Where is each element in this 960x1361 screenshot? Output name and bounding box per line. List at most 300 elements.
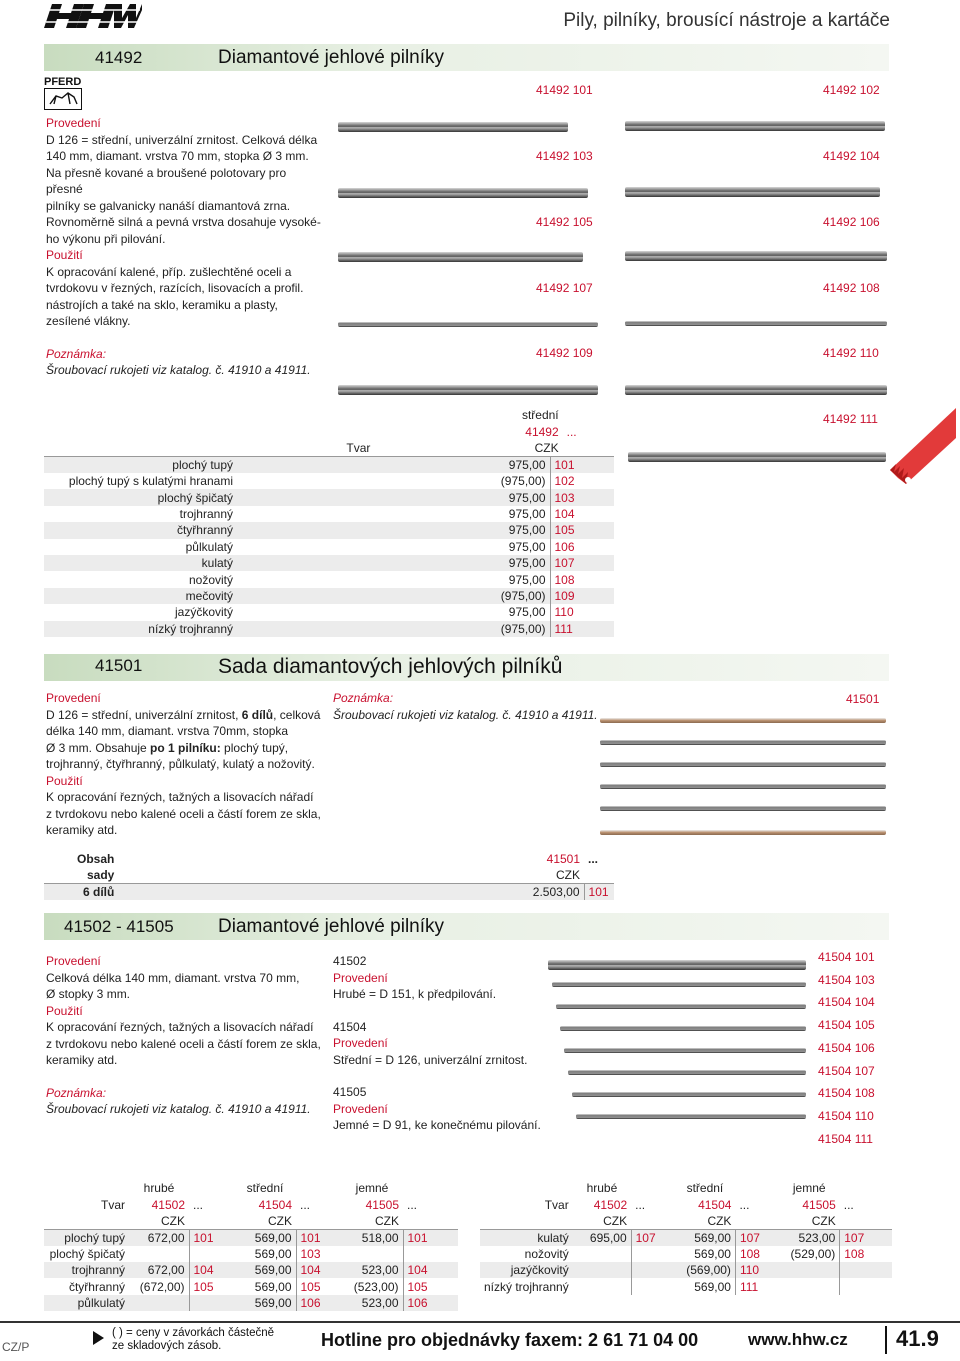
page-number: 41.9 (896, 1326, 939, 1351)
s3-table-left (44, 1180, 458, 1311)
tvar-cell: půlkulatý (44, 1295, 129, 1311)
code-cell: 107 (840, 1229, 892, 1245)
footer-left-tag: CZ/P (2, 1340, 30, 1354)
provedeni-line: Na přesně kované a broušené polotovary pro přesné (46, 165, 287, 196)
tvar-cell: kulatý (480, 1229, 573, 1245)
section-title: Diamantové jehlové pilníky (218, 47, 445, 68)
s3-files-image (548, 948, 808, 1143)
blank (631, 1213, 674, 1229)
provedeni-line: Rovnoměrně silná a pevná vrstva dosahuje vysoké- (46, 215, 321, 229)
blank (631, 1180, 674, 1196)
code-cell: 104 (403, 1262, 458, 1278)
section-number: 41502 - 41505 (64, 917, 174, 936)
code-cell: 108 (550, 571, 614, 587)
s3-table-right-grid (480, 1180, 892, 1295)
code-cell (631, 1278, 674, 1294)
col-head: střední (686, 1181, 724, 1196)
table-row (44, 621, 614, 637)
price-cell: 975,00 (237, 457, 550, 473)
table-row (44, 522, 614, 538)
pouziti-label: Použití (46, 773, 83, 788)
file-image (552, 982, 806, 987)
note-line: ( ) = ceny v závorkách částečně (112, 1327, 275, 1339)
price-cell: (523,00) (353, 1279, 399, 1294)
col-code: 41502 (593, 1197, 628, 1212)
file-set-image (600, 718, 890, 846)
section-number: 41492 (95, 48, 143, 67)
price-cell (573, 1246, 631, 1262)
category-title: Pily, pilníky, brousící nástroje a kartáče (563, 10, 890, 31)
price-cell: 523,00 (341, 1295, 403, 1311)
poznamka-label: Poznámka: (46, 1085, 107, 1100)
price: 2.503,00 (118, 884, 584, 900)
blank (44, 1180, 129, 1196)
price-cell: 672,00 (129, 1262, 189, 1278)
blank (480, 1180, 573, 1196)
file-image (338, 188, 588, 198)
col-head: hrubé (586, 1181, 618, 1196)
code-cell: 103 (296, 1246, 341, 1262)
tvar-cell: plochý špičatý (49, 1246, 125, 1261)
price-cell: 975,00 (237, 555, 550, 571)
product-code: 41492 109 (536, 346, 593, 360)
table-code-row (44, 1196, 458, 1212)
dots: ... (843, 1197, 854, 1212)
price-cell (779, 1278, 840, 1294)
price-cell: (529,00) (790, 1246, 836, 1261)
file-image (564, 1048, 806, 1053)
product-code: 41492 108 (823, 281, 880, 295)
code-cell: 101 (296, 1229, 341, 1245)
price-cell: 523,00 (341, 1262, 403, 1278)
section-number: 41501 (95, 656, 143, 675)
product-code: 41492 111 (823, 412, 878, 426)
tvar-cell: jazýčkovitý (480, 1262, 573, 1278)
s2-note (333, 690, 598, 723)
provedeni-bold: 6 dílů (241, 707, 274, 722)
pouziti-line: K opracování řezných, tažných a lisovacích nářadí (46, 790, 314, 804)
pouziti-line: zesílené vlákny. (46, 314, 131, 328)
table-row (44, 604, 614, 620)
price-cell: 569,00 (674, 1229, 735, 1245)
pferd-brand-logo (44, 76, 84, 110)
pouziti-line: z tvrdokovu nebo kalené oceli a částí forem ze skla, (46, 1036, 321, 1051)
variant-label: Provedení (333, 1101, 388, 1116)
pferd-label: PFERD (44, 76, 82, 88)
tvar-cell: nožovitý (188, 572, 233, 587)
table-currency-row (44, 1213, 458, 1229)
col-head: střední (521, 408, 559, 423)
variant-code: 41502 (333, 954, 367, 968)
price-cell: 695,00 (573, 1229, 631, 1245)
code-cell: 110 (550, 604, 614, 620)
price-cell (573, 1262, 631, 1278)
code-cell: 101 (550, 457, 614, 473)
blank (296, 1180, 341, 1196)
tvar-cell: čtyřhranný (44, 522, 237, 538)
currency: CZK (573, 1213, 631, 1229)
variant-label: Provedení (333, 1036, 388, 1050)
blank (189, 1213, 234, 1229)
provedeni-line: D 126 = střední, univerzální zrnitost. Celková délka (46, 132, 318, 147)
s3-table-left-grid (44, 1180, 458, 1311)
section-header-41492 (44, 44, 889, 71)
provedeni-bold: po 1 pilníku: (150, 740, 221, 755)
code-cell: 105 (296, 1278, 341, 1294)
tvar-label: Tvar (44, 440, 374, 456)
s3-text-block (46, 953, 326, 1118)
page-divider (885, 1326, 887, 1354)
code-cell: 106 (550, 539, 614, 555)
product-code: 41492 103 (536, 149, 593, 163)
price-cell (341, 1246, 403, 1262)
s3-codes (818, 946, 875, 1150)
tvar-cell: plochý tupý s kulatými hranami (68, 474, 233, 489)
price-cell: 569,00 (234, 1262, 296, 1278)
file-image (628, 452, 886, 462)
col-code-suffix: ... (566, 424, 577, 439)
poznamka-label: Poznámka: (46, 346, 107, 361)
currency: CZK (118, 867, 584, 883)
file-image (576, 1114, 806, 1119)
col-head: jemné (355, 1181, 389, 1196)
table-code-row (480, 1196, 892, 1212)
price-cell: 569,00 (234, 1295, 296, 1311)
tvar-cell: jazýčkovitý (174, 605, 233, 620)
price-cell: 569,00 (234, 1229, 296, 1245)
section-title: Sada diamantových jehlových pilníků (218, 655, 563, 678)
col-code: 41492 (525, 424, 559, 439)
code-cell: 110 (735, 1262, 778, 1278)
saw-blade-graphic (888, 408, 958, 498)
table-row (480, 1246, 892, 1262)
col-code: 41505 (802, 1197, 836, 1212)
poznamka-label: Poznámka: (333, 691, 394, 705)
s2-price-table (44, 851, 614, 900)
code-suffix: ... (588, 852, 599, 867)
code-cell: 101 (403, 1229, 458, 1245)
dots: ... (739, 1197, 750, 1212)
variant-desc: Jemné = D 91, ke konečnému pilování. (333, 1118, 541, 1132)
file-image (568, 1070, 806, 1075)
col-code: 41504 (698, 1197, 732, 1212)
product-code: 41492 102 (823, 83, 880, 97)
file-image (338, 252, 583, 262)
provedeni-label: Provedení (46, 691, 101, 705)
price-cell (573, 1278, 631, 1294)
pouziti-line: keramiky atd. (46, 1053, 118, 1067)
provedeni-post: plochý tupý, (220, 740, 289, 755)
dots: ... (635, 1197, 646, 1212)
price-cell: 569,00 (694, 1279, 731, 1294)
price-cell: 569,00 (254, 1246, 292, 1261)
code-cell: 111 (550, 621, 614, 637)
file-image (556, 1004, 806, 1009)
provedeni-line: Ø stopky 3 mm. (46, 987, 131, 1001)
provedeni-line (46, 707, 326, 724)
table-currency-row (480, 1213, 892, 1229)
product-code: 41492 104 (823, 149, 880, 163)
code-cell: 102 (550, 473, 614, 489)
row-code: 101 (584, 884, 614, 900)
provedeni-line: délka 140 mm, diamant. vrstva 70mm, stopka (46, 724, 289, 738)
table-head-row (44, 1180, 458, 1196)
product-code: 41492 105 (536, 215, 593, 229)
product-code: 41504 101 (818, 950, 875, 964)
file-image (625, 385, 887, 395)
code-cell: 107 (735, 1229, 778, 1245)
poznamka-text: Šroubovací rukojeti viz katalog. č. 41910 a 41911. (46, 1102, 311, 1116)
table-row (480, 1229, 892, 1245)
price-cell: 975,00 (237, 522, 550, 538)
blank (735, 1180, 778, 1196)
tvar-cell: nízký trojhranný (44, 621, 237, 637)
tvar-label: Tvar (544, 1197, 569, 1212)
col-head: střední (246, 1181, 284, 1196)
table-row (480, 1262, 892, 1278)
price-cell: 672,00 (129, 1229, 189, 1245)
product-code: 41504 108 (818, 1086, 875, 1101)
code-cell: 109 (550, 588, 614, 604)
blank (189, 1180, 234, 1196)
variant-desc: Hrubé = D 151, k předpilování. (333, 987, 497, 1001)
provedeni-line: Celková délka 140 mm, diamant. vrstva 70 mm, (46, 970, 300, 985)
table-row (44, 506, 614, 522)
poznamka-text: Šroubovací rukojeti viz katalog. č. 41910 a 41911. (46, 363, 311, 377)
poznamka-text: Šroubovací rukojeti viz katalog. č. 41910 a 41911. (333, 707, 598, 722)
provedeni-line: ho výkonu při pilování. (46, 231, 166, 246)
table-row (44, 1295, 458, 1311)
product-code: 41492 107 (536, 281, 593, 295)
table-row (44, 457, 614, 473)
sady-label: sady (44, 867, 118, 883)
variant-label: Provedení (333, 970, 388, 985)
blank (44, 1213, 129, 1229)
code-cell: 103 (550, 489, 614, 505)
file-image (338, 322, 598, 327)
table-row (44, 539, 614, 555)
file-image (625, 121, 885, 131)
table-row (44, 473, 614, 489)
price-cell (129, 1295, 189, 1311)
variant-desc: Střední = D 126, univerzální zrnitost. (333, 1052, 528, 1067)
code-cell (403, 1246, 458, 1262)
product-code: 41504 110 (818, 1108, 874, 1123)
code-cell: 111 (735, 1278, 778, 1294)
tvar-cell: kulatý (44, 555, 237, 571)
price-cell: 975,00 (508, 605, 546, 620)
tvar-cell: trojhranný (44, 1262, 129, 1278)
currency: CZK (341, 1213, 403, 1229)
price-cell: (672,00) (139, 1279, 185, 1294)
file-image (600, 740, 886, 745)
code-cell (840, 1278, 892, 1294)
file-image (338, 385, 598, 395)
price-cell: 975,00 (508, 539, 546, 554)
code-cell: 106 (296, 1295, 341, 1311)
s1-price-table (44, 407, 614, 637)
table-row (480, 1278, 892, 1294)
price-cell: 523,00 (779, 1229, 840, 1245)
table-row (44, 1278, 458, 1294)
provedeni-label: Provedení (46, 954, 101, 968)
pouziti-line: tvrdokovu v řezných, razících, lisovacích a profil. (46, 281, 304, 295)
blank (296, 1213, 341, 1229)
pouziti-line: nástrojích a také na sklo, keramiku a plasty, (46, 297, 278, 312)
file-image (625, 187, 880, 197)
pouziti-line: keramiky atd. (46, 823, 118, 837)
currency: CZK (779, 1213, 840, 1229)
price-cell: (975,00) (237, 621, 550, 637)
provedeni-pre: D 126 = střední, univerzální zrnitost, (46, 707, 242, 722)
file-image (625, 251, 887, 261)
col-head: jemné (792, 1181, 826, 1196)
col-head: hrubé (143, 1181, 175, 1196)
file-image (338, 122, 568, 132)
file-image (548, 960, 806, 970)
product-code: 41492 110 (823, 346, 879, 360)
price-cell (129, 1246, 189, 1262)
table-row (44, 1262, 458, 1278)
col-code: 41502 (151, 1197, 185, 1212)
code-cell (189, 1295, 234, 1311)
file-image (625, 321, 887, 326)
footer-note (112, 1327, 274, 1353)
product-code: 41504 104 (818, 995, 875, 1010)
price-cell: 975,00 (237, 489, 550, 505)
obsah-label: Obsah (76, 852, 115, 867)
code-cell (840, 1262, 892, 1278)
file-image (560, 1026, 806, 1031)
file-image (600, 718, 886, 723)
product-code: 41501 (846, 692, 880, 706)
code-cell: 104 (296, 1262, 341, 1278)
file-image (600, 784, 886, 789)
pouziti-line: z tvrdokovu nebo kalené oceli a částí forem ze skla, (46, 806, 321, 821)
code-cell: 105 (550, 522, 614, 538)
table-row (44, 588, 614, 604)
price-cell: (975,00) (500, 474, 546, 489)
provedeni-line: trojhranný, čtyřhranný, půlkulatý, kulatý a nožovitý. (46, 757, 315, 771)
blank (735, 1213, 778, 1229)
blank (403, 1180, 458, 1196)
code-cell: 107 (550, 555, 614, 571)
code-cell (189, 1246, 234, 1262)
blank (840, 1213, 892, 1229)
variant-code: 41505 (333, 1085, 367, 1099)
section-title: Diamantové jehlové pilníky (218, 916, 445, 937)
code-cell: 105 (403, 1278, 458, 1294)
tvar-cell: nízký trojhranný (484, 1279, 569, 1294)
currency: CZK (674, 1213, 735, 1229)
s2-text-block (46, 690, 326, 839)
code-cell: 104 (189, 1262, 234, 1278)
code-cell: 101 (189, 1229, 234, 1245)
hhw-logo (44, 2, 142, 30)
code-cell: 108 (735, 1246, 778, 1262)
footer-rule (0, 1321, 960, 1323)
file-image (600, 762, 886, 767)
currency: CZK (374, 440, 562, 456)
price-cell: 569,00 (694, 1246, 731, 1261)
code-cell: 106 (403, 1295, 458, 1311)
price-cell (779, 1262, 840, 1278)
col-code: 41505 (365, 1197, 399, 1212)
tvar-cell: plochý tupý (44, 1229, 129, 1245)
provedeni-line: pilníky se galvanicky nanáší diamantová zrna. (46, 198, 291, 213)
s1-rows-table (44, 457, 614, 637)
product-code: 41492 101 (536, 83, 593, 97)
product-code: 41504 111 (818, 1131, 873, 1146)
dots: ... (193, 1197, 204, 1212)
play-arrow-icon (93, 1331, 104, 1345)
dots: ... (300, 1197, 311, 1212)
dots: ... (407, 1197, 418, 1212)
blank (840, 1180, 892, 1196)
provedeni-post: , celková (273, 707, 321, 722)
blank (480, 1213, 573, 1229)
pouziti-label: Použití (46, 248, 83, 262)
s1-text-block (46, 115, 326, 379)
code-cell (631, 1262, 674, 1278)
currency: CZK (234, 1213, 296, 1229)
price-cell: (975,00) (237, 588, 550, 604)
tvar-label: Tvar (101, 1197, 125, 1212)
tvar-cell: plochý tupý (44, 457, 237, 473)
product-code: 41504 106 (818, 1040, 875, 1055)
code-cell (631, 1246, 674, 1262)
tvar-cell: mečovitý (44, 588, 237, 604)
table-row (44, 1246, 458, 1262)
product-code: 41504 107 (818, 1063, 875, 1078)
file-image (600, 830, 886, 835)
note-line: ze skladových zásob. (112, 1340, 222, 1352)
currency: CZK (129, 1213, 189, 1229)
code-cell: 104 (550, 506, 614, 522)
table-head-row (480, 1180, 892, 1196)
tvar-cell: čtyřhranný (68, 1279, 125, 1294)
s3-variants (333, 953, 573, 1134)
pouziti-line: K opracování řezných, tažných a lisovacích nářadí (46, 1020, 314, 1034)
provedeni-line: 140 mm, diamant. vrstva 70 mm, stopka Ø 3 mm. (46, 149, 309, 163)
price-cell: 518,00 (341, 1229, 403, 1245)
code-cell: 108 (840, 1246, 892, 1262)
website[interactable]: www.hhw.cz (748, 1330, 848, 1349)
table-row (44, 555, 614, 571)
price-cell: 569,00 (254, 1279, 292, 1294)
s3-table-right (480, 1180, 892, 1295)
row-label: 6 dílů (44, 884, 118, 900)
code-cell: 105 (189, 1278, 234, 1294)
product-code: 41492 106 (823, 215, 880, 229)
code-cell: 107 (631, 1229, 674, 1245)
product-code: 41504 103 (818, 972, 875, 987)
hotline: Hotline pro objednávky faxem: 2 61 71 04 00 (321, 1330, 699, 1350)
blank (403, 1213, 458, 1229)
table-row (44, 489, 614, 505)
tvar-cell: plochý špičatý (44, 489, 237, 505)
file-image (600, 806, 886, 811)
provedeni-label: Provedení (46, 116, 101, 130)
price-cell: 975,00 (508, 507, 546, 522)
tvar-cell: trojhranný (179, 507, 233, 522)
pouziti-line: K opracování kalené, příp. zušlechtěné oceli a (46, 264, 292, 279)
price-cell: (569,00) (674, 1262, 735, 1278)
provedeni-line (46, 740, 326, 757)
price-cell: 975,00 (508, 572, 546, 587)
table-row (44, 571, 614, 587)
table-row (44, 1229, 458, 1245)
